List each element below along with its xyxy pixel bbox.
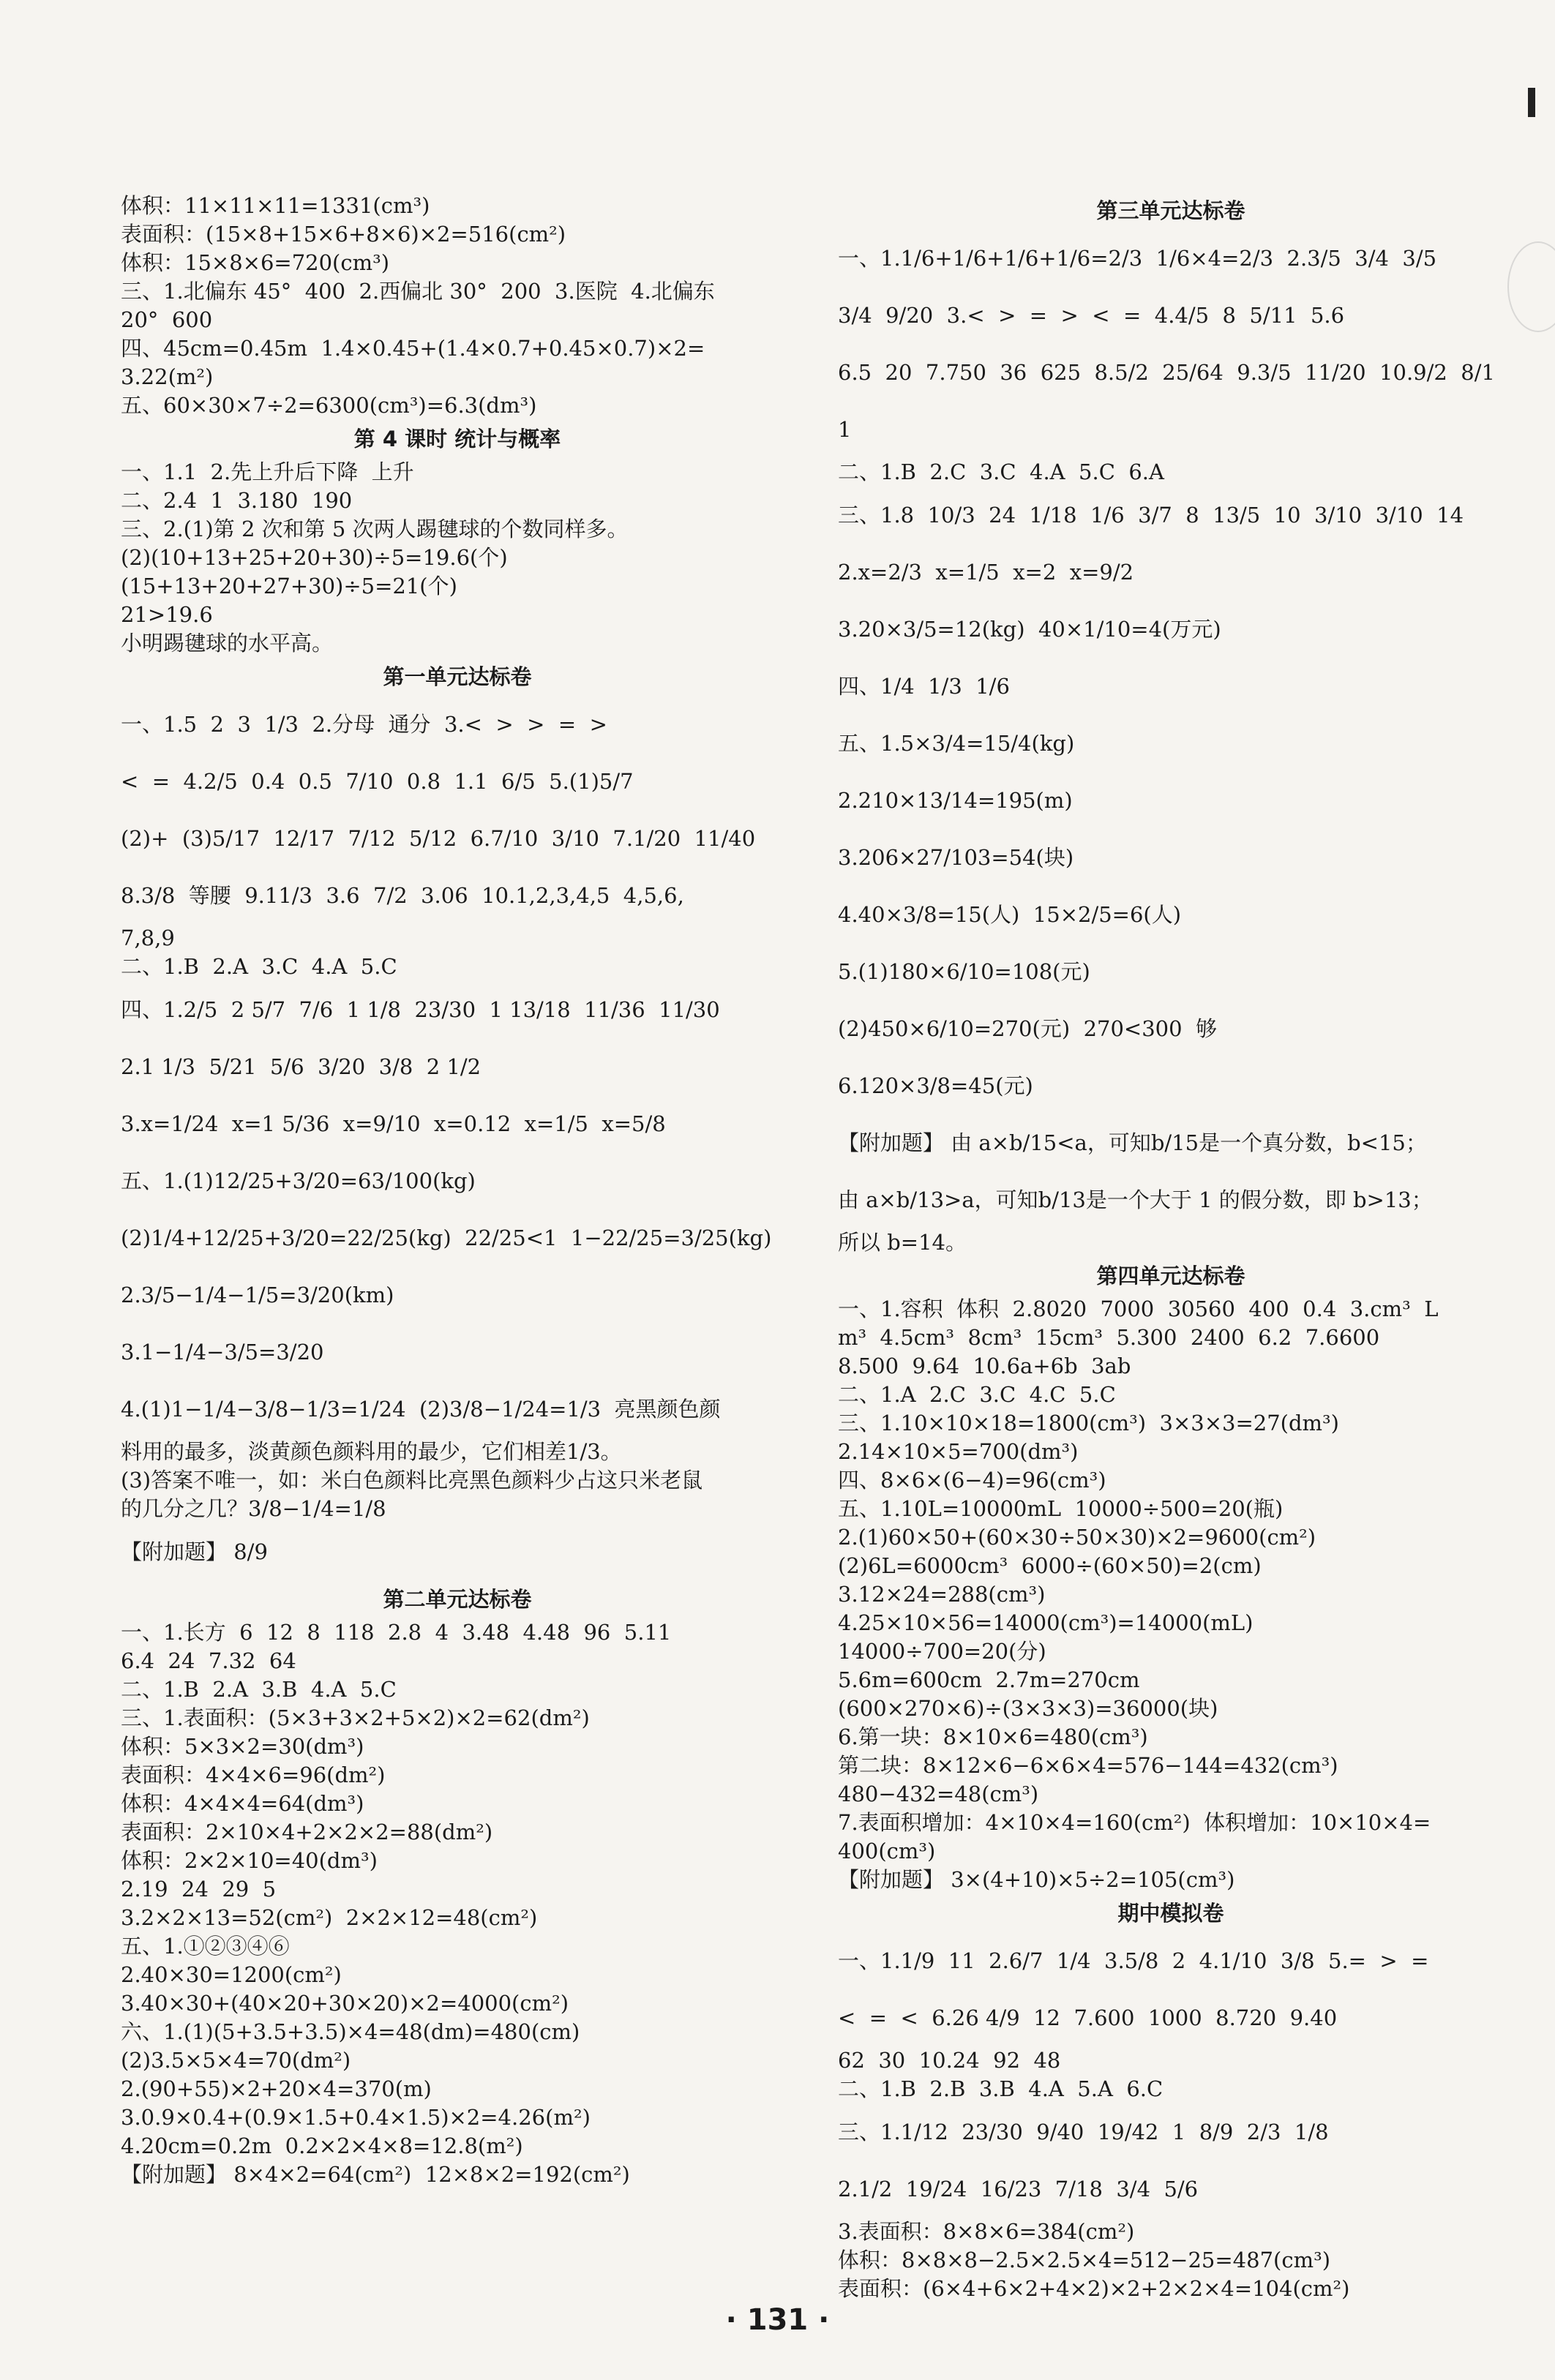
- answer-line: 料用的最多，淡黄颜色颜料用的最少，它们相差1/3。: [121, 1439, 622, 1464]
- answer-line: 所以 b=14。: [838, 1230, 967, 1255]
- section-heading: 第一单元达标卷: [383, 664, 532, 689]
- answer-line: 五、1.①②③④⑥: [121, 1934, 290, 1959]
- answer-line: 5.6m=600cm 2.7m=270cm: [838, 1667, 1140, 1692]
- answer-line: 5.(1)180×6/10=108(元): [838, 959, 1090, 984]
- stamp-seal: [1507, 241, 1555, 332]
- answer-line: 五、1.5×3/4=15/4(kg): [838, 731, 1075, 756]
- answer-line: 2.(90+55)×2+20×4=370(m): [121, 2076, 432, 2101]
- answer-line: 6.5 20 7.750 36 625 8.5/2 25/64 9.3/5 11/20 10.9/2 8/11: [838, 360, 1495, 442]
- answer-line: 3.x=1/24 x=1 5/36 x=9/10 x=0.12 x=1/5 x=5/8: [121, 1111, 666, 1136]
- section-heading: 第三单元达标卷: [1096, 198, 1245, 223]
- answer-line: (2)+ (3)5/17 12/17 7/12 5/12 6.7/10 3/10 7.1/20 11/40: [121, 826, 756, 851]
- answer-line: 14000÷700=20(分): [838, 1639, 1046, 1664]
- answer-line: 表面积：(6×4+6×2+4×2)×2+2×2×4=104(cm²): [838, 2276, 1350, 2301]
- answer-line: 二、1.B 2.A 3.B 4.A 5.C: [121, 1677, 397, 1702]
- answer-line: 四、1/4 1/3 1/6: [838, 674, 1010, 699]
- answer-line: 4.(1)1−1/4−3/8−1/3=1/24 (2)3/8−1/24=1/3 亮黑颜色颜: [121, 1397, 721, 1422]
- answer-line: 一、1.1/6+1/6+1/6+1/6=2/3 1/6×4=2/3 2.3/5 3/4 3/5: [838, 246, 1437, 271]
- right-column: [838, 192, 1504, 2303]
- answer-line: 2.x=2/3 x=1/5 x=2 x=9/2: [838, 560, 1134, 585]
- answer-line: 表面积：2×10×4+2×2×2=88(dm²): [121, 1820, 493, 1844]
- answer-line: (2)6L=6000cm³ 6000÷(60×50)=2(cm): [838, 1553, 1262, 1578]
- answer-line: (2)450×6/10=270(元) 270<300 够: [838, 1016, 1218, 1041]
- answer-line: 480−432=48(cm³): [838, 1782, 1039, 1806]
- answer-line: 一、1.长方 6 12 8 118 2.8 4 3.48 4.48 96 5.11: [121, 1620, 672, 1645]
- section-heading: 第 4 课时 统计与概率: [353, 427, 561, 451]
- answer-line: 三、1.表面积：(5×3+3×2+5×2)×2=62(dm²): [121, 1705, 590, 1730]
- answer-line: 4.20cm=0.2m 0.2×2×4×8=12.8(m²): [121, 2133, 523, 2158]
- answer-line: 2.3/5−1/4−1/5=3/20(km): [121, 1283, 394, 1307]
- answer-line: 6.第一块：8×10×6=480(cm³): [838, 1724, 1148, 1749]
- answer-line: 体积：4×4×4=64(dm³): [121, 1791, 364, 1816]
- answer-line: 三、1.北偏东 45° 400 2.西偏北 30° 200 3.医院 4.北偏东: [121, 279, 715, 304]
- answer-line: 3.40×30+(40×20+30×20)×2=4000(cm²): [121, 1991, 569, 2016]
- answer-line: 7.表面积增加：4×10×4=160(cm²) 体积增加：10×10×4=: [838, 1810, 1431, 1835]
- answer-line: 一、1.5 2 3 1/3 2.分母 通分 3.< > > = >: [121, 712, 607, 737]
- answer-line: 3.1−1/4−3/5=3/20: [121, 1340, 324, 1364]
- answer-line: (2)1/4+12/25+3/20=22/25(kg) 22/25<1 1−22/25=3/25(kg): [121, 1225, 772, 1250]
- answer-line: 62 30 10.24 92 48: [838, 2048, 1061, 2073]
- answer-line: 21>19.6: [121, 602, 213, 627]
- answer-line: 四、1.2/5 2 5/7 7/6 1 1/8 23/30 1 13/18 11/36 11/30: [121, 997, 720, 1022]
- answer-line: 3.表面积：8×8×6=384(cm²): [838, 2219, 1135, 2244]
- answer-line: (2)3.5×5×4=70(dm²): [121, 2048, 351, 2073]
- answer-line: 3.22(m²): [121, 364, 214, 389]
- page-number: · 131 ·: [725, 2303, 830, 2337]
- answer-line: 4.25×10×56=14000(cm³)=14000(mL): [838, 1610, 1254, 1635]
- answer-line: 3.0.9×0.4+(0.9×1.5+0.4×1.5)×2=4.26(m²): [121, 2105, 591, 2130]
- answer-line: 由 a×b/13>a，可知b/13是一个大于 1 的假分数，即 b>13；: [838, 1187, 1433, 1212]
- answer-line: 五、1.(1)12/25+3/20=63/100(kg): [121, 1168, 476, 1193]
- corner-mark: [1528, 88, 1535, 117]
- answer-line: 3.206×27/103=54(块): [838, 845, 1074, 870]
- answer-line: (600×270×6)÷(3×3×3)=36000(块): [838, 1696, 1218, 1721]
- answer-line: 【附加题】 8×4×2=64(cm²) 12×8×2=192(cm²): [121, 2162, 630, 2187]
- answer-line: 小明踢毽球的水平高。: [121, 631, 334, 656]
- answer-line: 8.500 9.64 10.6a+6b 3ab: [838, 1354, 1131, 1378]
- answer-line: 六、1.(1)(5+3.5+3.5)×4=48(dm)=480(cm): [121, 2019, 580, 2044]
- answer-line: (3)答案不唯一，如：米白色颜料比亮黑色颜料少占这只米老鼠: [121, 1468, 703, 1493]
- answer-line: 体积：11×11×11=1331(cm³): [121, 193, 430, 218]
- answer-line: 三、1.1/12 23/30 9/40 19/42 1 8/9 2/3 1/8: [838, 2120, 1329, 2144]
- answer-line: 2.(1)60×50+(60×30÷50×30)×2=9600(cm²): [838, 1525, 1316, 1550]
- section-heading: 第二单元达标卷: [383, 1587, 532, 1612]
- section-heading: 第四单元达标卷: [1096, 1264, 1245, 1288]
- answer-line: 一、1.1 2.先上升后下降 上升: [121, 459, 414, 484]
- answer-line: < = < 6.26 4/9 12 7.600 1000 8.720 9.40: [838, 2005, 1338, 2030]
- answer-line: 一、1.容积 体积 2.8020 7000 30560 400 0.4 3.cm³ L: [838, 1296, 1439, 1321]
- left-column: [121, 192, 794, 2189]
- answer-line: (2)(10+13+25+20+30)÷5=19.6(个): [121, 545, 508, 570]
- answer-line: 的几分之几？3/8−1/4=1/8: [121, 1496, 386, 1521]
- answer-line: 二、1.B 2.B 3.B 4.A 5.A 6.C: [838, 2076, 1164, 2101]
- answer-line: 2.14×10×5=700(dm³): [838, 1439, 1079, 1464]
- answer-line: 3.12×24=288(cm³): [838, 1582, 1046, 1607]
- answer-line: 2.1/2 19/24 16/23 7/18 3/4 5/6: [838, 2177, 1199, 2201]
- answer-line: 三、2.(1)第 2 次和第 5 次两人踢毽球的个数同样多。: [121, 517, 629, 541]
- answer-line: 6.120×3/8=45(元): [838, 1073, 1033, 1098]
- answer-line: 表面积：4×4×6=96(dm²): [121, 1763, 386, 1787]
- answer-line: 体积：8×8×8−2.5×2.5×4=512−25=487(cm³): [838, 2248, 1331, 2272]
- answer-line: 2.210×13/14=195(m): [838, 788, 1073, 813]
- answer-line: m³ 4.5cm³ 8cm³ 15cm³ 5.300 2400 6.2 7.6600: [838, 1325, 1380, 1350]
- answer-line: 20° 600: [121, 307, 213, 332]
- answer-line: (15+13+20+27+30)÷5=21(个): [121, 574, 457, 598]
- section-heading: 期中模拟卷: [1117, 1901, 1224, 1926]
- answer-line: 400(cm³): [838, 1839, 936, 1863]
- answer-line: 7,8,9: [121, 926, 175, 950]
- answer-line: 3.20×3/5=12(kg) 40×1/10=4(万元): [838, 617, 1221, 642]
- answer-line: 三、1.10×10×18=1800(cm³) 3×3×3=27(dm³): [838, 1411, 1339, 1435]
- answer-line: 四、8×6×(6−4)=96(cm³): [838, 1468, 1106, 1493]
- answer-line: 一、1.1/9 11 2.6/7 1/4 3.5/8 2 4.1/10 3/8 5.= > =: [838, 1948, 1429, 1973]
- answer-line: 五、1.10L=10000mL 10000÷500=20(瓶): [838, 1496, 1284, 1521]
- answer-line: 【附加题】 8/9: [121, 1539, 268, 1564]
- answer-line: 表面积：(15×8+15×6+8×6)×2=516(cm²): [121, 222, 566, 247]
- answer-line: 二、2.4 1 3.180 190: [121, 488, 353, 513]
- answer-line: 五、60×30×7÷2=6300(cm³)=6.3(dm³): [121, 393, 537, 418]
- answer-line: 体积：2×2×10=40(dm³): [121, 1848, 378, 1873]
- answer-line: 【附加题】 由 a×b/15<a，可知b/15是一个真分数，b<15；: [838, 1130, 1427, 1155]
- answer-line: 二、1.A 2.C 3.C 4.C 5.C: [838, 1382, 1116, 1407]
- answer-line: 四、45cm=0.45m 1.4×0.45+(1.4×0.7+0.45×0.7)×2=: [121, 336, 705, 361]
- answer-line: 2.19 24 29 5: [121, 1877, 277, 1902]
- answer-line: 第二块：8×12×6−6×6×4=576−144=432(cm³): [838, 1753, 1338, 1778]
- answer-line: 3/4 9/20 3.< > = > < = 4.4/5 8 5/11 5.6: [838, 303, 1345, 328]
- answer-line: 2.1 1/3 5/21 5/6 3/20 3/8 2 1/2: [121, 1054, 482, 1079]
- answer-line: 二、1.B 2.A 3.C 4.A 5.C: [121, 954, 397, 979]
- answer-line: 体积：5×3×2=30(dm³): [121, 1734, 364, 1759]
- answer-line: 4.40×3/8=15(人) 15×2/5=6(人): [838, 902, 1182, 927]
- answer-line: 6.4 24 7.32 64: [121, 1648, 296, 1673]
- answer-line: 8.3/8 等腰 9.11/3 3.6 7/2 3.06 10.1,2,3,4,5 4,5,6,: [121, 883, 684, 908]
- answer-line: 二、1.B 2.C 3.C 4.A 5.C 6.A: [838, 459, 1164, 484]
- answer-line: 【附加题】 3×(4+10)×5÷2=105(cm³): [838, 1867, 1235, 1892]
- answer-line: 三、1.8 10/3 24 1/18 1/6 3/7 8 13/5 10 3/10 3/10 14: [838, 503, 1464, 528]
- answer-line: < = 4.2/5 0.4 0.5 7/10 0.8 1.1 6/5 5.(1)5/7: [121, 769, 634, 794]
- answer-line: 2.40×30=1200(cm²): [121, 1962, 342, 1987]
- answer-line: 3.2×2×13=52(cm²) 2×2×12=48(cm²): [121, 1905, 538, 1930]
- answer-line: 体积：15×8×6=720(cm³): [121, 250, 390, 275]
